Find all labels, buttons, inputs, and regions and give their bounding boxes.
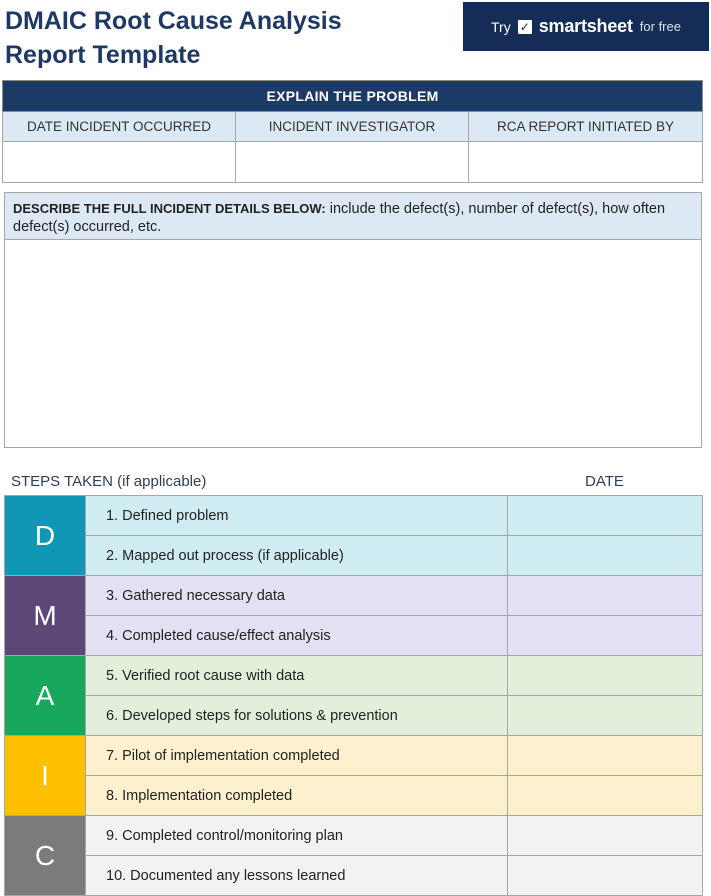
step-2-date[interactable]	[508, 536, 703, 576]
step-10-date[interactable]	[508, 856, 703, 896]
step-2: 2. Mapped out process (if applicable)	[86, 536, 508, 576]
step-5-date[interactable]	[508, 656, 703, 696]
step-6-date[interactable]	[508, 696, 703, 736]
phase-letter-m: M	[5, 576, 86, 656]
promo-try: Try	[491, 18, 511, 35]
details-label-bold: DESCRIBE THE FULL INCIDENT DETAILS BELOW:	[13, 201, 326, 216]
promo-brand: smartsheet	[538, 16, 633, 36]
step-1: 1. Defined problem	[86, 496, 508, 536]
smartsheet-promo-button[interactable]	[463, 2, 709, 51]
step-3-date[interactable]	[508, 576, 703, 616]
problem-heading: EXPLAIN THE PROBLEM	[3, 81, 703, 112]
step-8: 8. Implementation completed	[86, 776, 508, 816]
step-10: 10. Documented any lessons learned	[86, 856, 508, 896]
step-3: 3. Gathered necessary data	[86, 576, 508, 616]
date-incident-label: DATE INCIDENT OCCURRED	[3, 112, 236, 142]
incident-details-field[interactable]	[5, 240, 701, 445]
page-title	[5, 4, 342, 72]
step-5: 5. Verified root cause with data	[86, 656, 508, 696]
incident-details-box	[4, 192, 702, 448]
phase-letter-a: A	[5, 656, 86, 736]
step-6: 6. Developed steps for solutions & prevention	[86, 696, 508, 736]
step-7-date[interactable]	[508, 736, 703, 776]
title-line-1: DMAIC Root Cause Analysis	[5, 7, 342, 35]
initiated-by-field[interactable]	[469, 142, 703, 183]
step-4-date[interactable]	[508, 616, 703, 656]
step-1-date[interactable]	[508, 496, 703, 536]
phase-letter-i: I	[5, 736, 86, 816]
incident-details-label	[5, 193, 701, 240]
problem-table	[2, 80, 703, 183]
details-label-rest: include the defect(s), number of defect(s), how often defect(s) occurred, etc.	[13, 201, 666, 235]
step-8-date[interactable]	[508, 776, 703, 816]
investigator-field[interactable]	[236, 142, 469, 183]
step-9: 9. Completed control/monitoring plan	[86, 816, 508, 856]
initiated-by-label: RCA REPORT INITIATED BY	[469, 112, 703, 142]
step-7: 7. Pilot of implementation completed	[86, 736, 508, 776]
step-9-date[interactable]	[508, 816, 703, 856]
phase-letter-d: D	[5, 496, 86, 576]
dmaic-steps-table	[4, 495, 703, 896]
title-line-2: Report Template	[5, 41, 201, 69]
investigator-label: INCIDENT INVESTIGATOR	[236, 112, 469, 142]
promo-suffix: for free	[639, 19, 681, 34]
date-incident-field[interactable]	[3, 142, 236, 183]
checkmark-icon: ✓	[519, 19, 530, 34]
phase-letter-c: C	[5, 816, 86, 896]
step-4: 4. Completed cause/effect analysis	[86, 616, 508, 656]
steps-taken-label: STEPS TAKEN (if applicable)	[11, 473, 207, 490]
date-column-label: DATE	[585, 473, 624, 490]
